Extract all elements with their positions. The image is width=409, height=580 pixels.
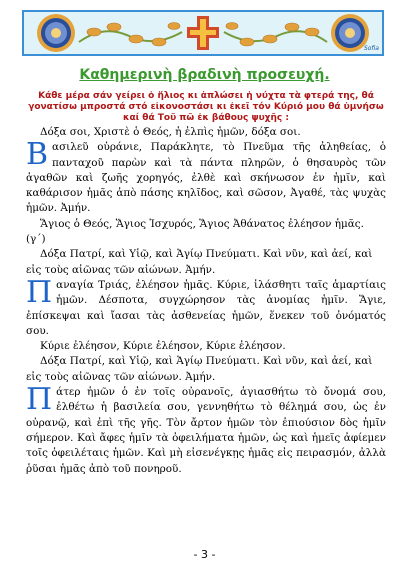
prayer-body <box>26 125 386 477</box>
prayer-text: ασιλεῦ οὐράνιε, Παράκλητε, τὸ Πνεῦμα τῆς ἀληθείας, ὁ πανταχοῦ παρὼν καὶ τὰ πάντα πληρῶν, ὁ θησαυρὸς τῶν ἀγαθῶν καὶ ζωῆς χορηγός, ἐλθὲ καὶ σκήνωσον ἐν ἡμῖν, καὶ καθάρισον ἡμᾶς ἀπὸ πάσης κηλῖδος, καὶ σῶσον, Ἀγαθέ, τὰς ψυχὰς ἡμῶν. Ἀμήν. <box>26 141 386 215</box>
decorative-banner <box>22 10 384 56</box>
prayer-doxology: Δόξα Πατρί, καὶ Υἱῷ, καὶ Ἁγίῳ Πνεύματι. Καὶ νῦν, καὶ ἀεί, καὶ εἰς τοὺς αἰῶνας τῶν αἰώνων. Ἀμήν. <box>26 248 373 276</box>
prayer-panagia-trias <box>26 274 386 339</box>
drop-cap: Π <box>26 274 53 310</box>
drop-cap: Π <box>26 382 53 418</box>
prayer-trisagion: Ἅγιος ὁ Θεός, Ἅγιος Ἰσχυρός, Ἅγιος Ἀθάνατος ἐλέησον ἡμᾶς. (γ΄) <box>26 217 364 246</box>
prayer-doxology-2: Δόξα Πατρί, καὶ Υἱῷ, καὶ Ἁγίῳ Πνεύματι. Καὶ νῦν, καὶ ἀεί, καὶ εἰς τοὺς αἰῶνας τῶν αἰώνων. Ἀμήν. <box>26 355 373 383</box>
prayer-lords-prayer <box>26 382 386 477</box>
prayer-text: αναγία Τριάς, ἐλέησον ἡμᾶς. Κύριε, ἱλάσθητι ταῖς ἁμαρτίαις ἡμῶν. Δέσποτα, συγχώρησον τὰς ἀνομίας ἡμῖν. Ἅγιε, ἐπίσκεψαι καὶ ἴασαι τὰς ἀσθενείας ἡμῶν, ἕνεκεν τοῦ ὀνόματός σου. <box>26 278 386 337</box>
prayer-vasileu <box>26 137 386 216</box>
drop-cap: Β <box>26 137 49 173</box>
page-number: - 3 - <box>193 548 216 561</box>
prayer-kyrie: Κύριε ἐλέησον, Κύριε ἐλέησον, Κύριε ἐλέησον. <box>40 340 286 353</box>
banner-signature: Sofia <box>363 45 379 52</box>
intro-text: Κάθε μέρα σάν γείρει ὁ ἥλιος κι ἁπλώσει ἡ νύχτα τὰ φτερά της, θά γονατίσω μπροστά στό εἰκονοστάσι κι ἐκεῖ τόν Κύριό μου θά ὑμνήσω καί θά Τοῦ πῶ ἐκ βάθους ψυχῆς : <box>28 91 384 123</box>
left-medallion-icon <box>37 14 75 52</box>
prayer-line-doxa: Δόξα σοι, Χριστὲ ὁ Θεός, ἡ ἐλπὶς ἡμῶν, δόξα σοι. <box>40 126 301 138</box>
banner-ornament <box>24 12 382 54</box>
page-title: Καθημερινὴ βραδινὴ προσευχή. <box>79 67 330 83</box>
prayer-text: άτερ ἡμῶν ὁ ἐν τοῖς οὐρανοῖς, ἁγιασθήτω τὸ ὄνομά σου, ἐλθέτω ἡ βασιλεία σου, γεννηθήτω τὸ θέλημά σου, ὡς ἐν οὐρανῷ, καὶ ἐπὶ τῆς γῆς. Τὸν ἄρτον ἡμῶν τὸν ἐπιούσιον δὸς ἡμῖν σήμερον. Καὶ ἄφες ἡμῖν τὰ ὀφειλήματα ἡμῶν, ὡς καὶ ἡμεῖς ἀφίεμεν τοῖς ὀφειλέταις ἡμῶν. Καὶ μὴ εἰσενέγκῃς ἡμᾶς εἰς πειρασμόν, ἀλλὰ ῥῦσαι ἡμᾶς ἀπὸ τοῦ πονηροῦ. <box>26 386 386 475</box>
center-cross-icon <box>187 16 219 50</box>
